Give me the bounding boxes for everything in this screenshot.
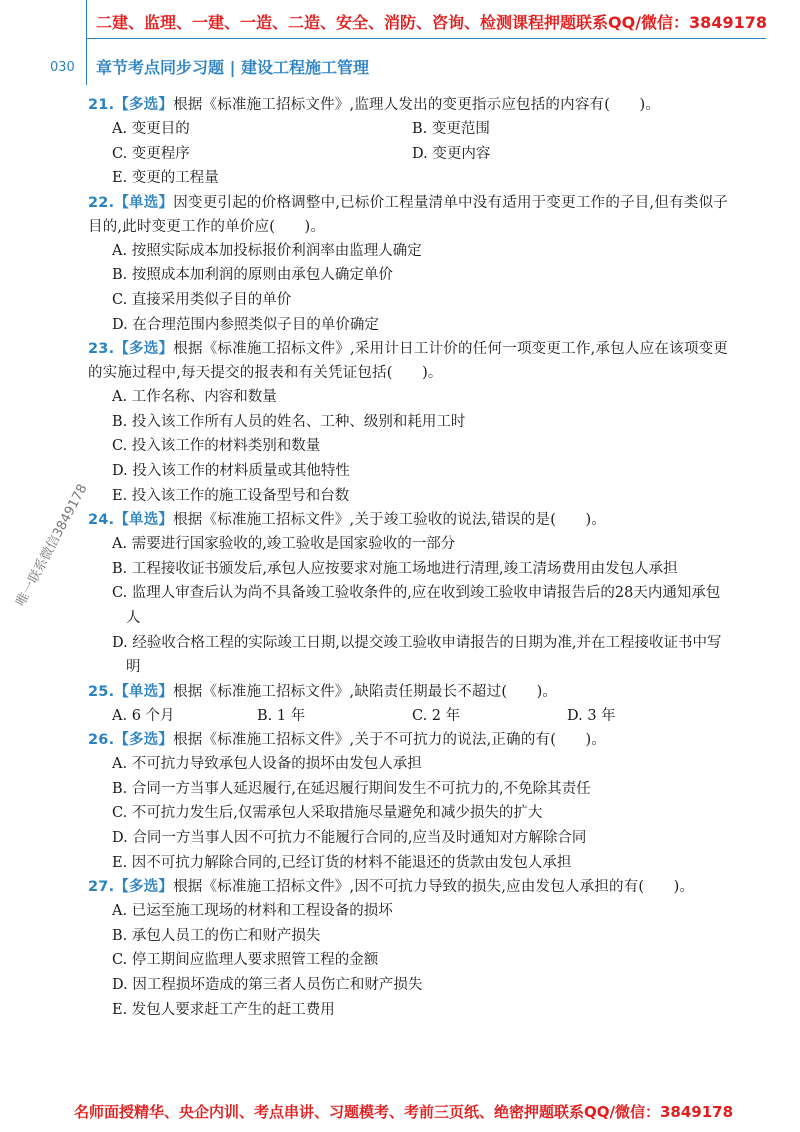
question-number: 23. [88,341,115,358]
option-d: D. 在合理范围内参照类似子目的单价确定 [112,316,379,333]
question-type: 【单选】 [114,194,174,211]
top-banner: 二建、监理、一建、一造、二造、安全、消防、咨询、检测课程押题联系QQ/微信：3849178 [96,13,767,32]
option-grid [88,117,728,191]
option-b: B. 投入该工作所有人员的姓名、工种、级别和耗用工时 [112,413,466,430]
option-b: B. 承包人员工的伤亡和财产损失 [112,927,321,944]
option-c: C. 不可抗力发生后,仅需承包人采取措施尽量避免和减少损失的扩大 [112,805,543,822]
option-d: D. 经验收合格工程的实际竣工日期,以提交竣工验收申请报告的日期为准,并在工程接收证书中写明 [112,634,722,676]
question-22 [88,191,728,337]
option-c: C. 变更程序 [112,145,190,162]
question-text: 根据《标准施工招标文件》,监理人发出的变更指示应包括的内容有( )。 [173,97,661,113]
question-number: 21. [88,97,115,113]
option-e: E. 因不可抗力解除合同的,已经订货的材料不能退还的货款由发包人承担 [112,854,572,871]
header-rule [86,38,766,39]
question-number: 25. [88,683,115,700]
question-text: 根据《标准施工招标文件》,因不可抗力导致的损失,应由发包人承担的有( )。 [173,879,695,896]
option-e: E. 发包人要求赶工产生的赶工费用 [112,1001,335,1018]
question-stem [88,191,728,239]
question-25 [88,680,728,729]
question-number: 27. [88,879,115,896]
option-a: A. 6 个月 [112,707,175,724]
question-24 [88,508,728,680]
question-text: 根据《标准施工招标文件》,采用计日工计价的任何一项变更工作,承包人应在该项变更的实施过程中,每天提交的报表和有关凭证包括( )。 [88,341,728,382]
option-c: C. 监理人审查后认为尚不具备竣工验收条件的,应在收到竣工验收申请报告后的28天内通知承包人 [112,585,721,626]
option-a: A. 需要进行国家验收的,竣工验收是国家验收的一部分 [112,536,456,553]
question-27 [88,875,728,1022]
question-text: 根据《标准施工招标文件》,缺陷责任期最长不超过( )。 [173,683,558,700]
question-text: 因变更引起的价格调整中,已标价工程量清单中没有适用于变更工作的子目,但有类似子目的,此时变更工作的单价应( )。 [88,194,728,235]
question-type: 【多选】 [114,879,174,896]
question-stem [88,680,728,704]
option-b: B. 按照成本加利润的原则由承包人确定单价 [112,267,393,284]
option-b: B. 1 年 [257,707,306,724]
question-text: 根据《标准施工招标文件》,关于不可抗力的说法,正确的有( )。 [173,732,607,749]
option-d: D. 变更内容 [412,145,491,162]
question-number: 22. [88,194,115,211]
bottom-banner: 名师面授精华、央企内训、考点串讲、习题模考、考前三页纸、绝密押题联系QQ/微信：3849178 [74,1103,734,1121]
option-b: B. 合同一方当事人延迟履行,在延迟履行期间发生不可抗力的,不免除其责任 [112,780,591,797]
question-type: 【多选】 [114,97,174,113]
option-c: C. 2 年 [412,707,461,724]
option-d: D. 3 年 [567,707,616,724]
page-number: 030 [50,60,75,75]
option-b: B. 工程接收证书颁发后,承包人应按要求对施工场地进行清理,竣工清场费用由发包人承担 [112,560,678,577]
option-a: A. 变更目的 [112,121,190,137]
option-b: B. 变更范围 [412,121,490,137]
question-stem [88,728,728,752]
option-a: A. 按照实际成本加投标报价利润率由监理人确定 [112,242,422,259]
option-e: E. 变更的工程量 [112,170,219,187]
option-a: A. 不可抗力导致承包人设备的损坏由发包人承担 [112,756,422,773]
option-c: C. 停工期间应监理人要求照管工程的金额 [112,952,379,969]
option-d: D. 合同一方当事人因不可抗力不能履行合同的,应当及时通知对方解除合同 [112,830,587,847]
question-type: 【单选】 [114,683,174,700]
question-type: 【单选】 [114,512,174,529]
option-a: A. 已运至施工现场的材料和工程设备的损坏 [112,903,393,920]
question-number: 26. [88,732,115,749]
option-e: E. 投入该工作的施工设备型号和台数 [112,487,350,504]
question-26 [88,728,728,875]
question-23 [88,337,728,508]
question-type: 【多选】 [114,341,174,358]
option-row [88,704,728,729]
question-stem [88,337,728,385]
option-c: C. 直接采用类似子目的单价 [112,291,292,308]
question-list [88,93,728,1022]
watermark: 唯一联系微信3849178 [13,481,91,609]
chapter-title: 章节考点同步习题 | 建设工程施工管理 [96,58,369,77]
question-stem [88,93,728,117]
question-stem [88,875,728,899]
option-a: A. 工作名称、内容和数量 [112,389,277,406]
question-type: 【多选】 [114,732,174,749]
question-stem [88,508,728,532]
question-number: 24. [88,512,115,529]
option-d: D. 因工程损坏造成的第三者人员伤亡和财产损失 [112,977,423,994]
header-vertical-rule [86,0,87,85]
option-d: D. 投入该工作的材料质量或其他特性 [112,462,350,479]
question-text: 根据《标准施工招标文件》,关于竣工验收的说法,错误的是( )。 [173,512,607,529]
option-c: C. 投入该工作的材料类别和数量 [112,438,321,455]
question-21 [88,93,728,191]
